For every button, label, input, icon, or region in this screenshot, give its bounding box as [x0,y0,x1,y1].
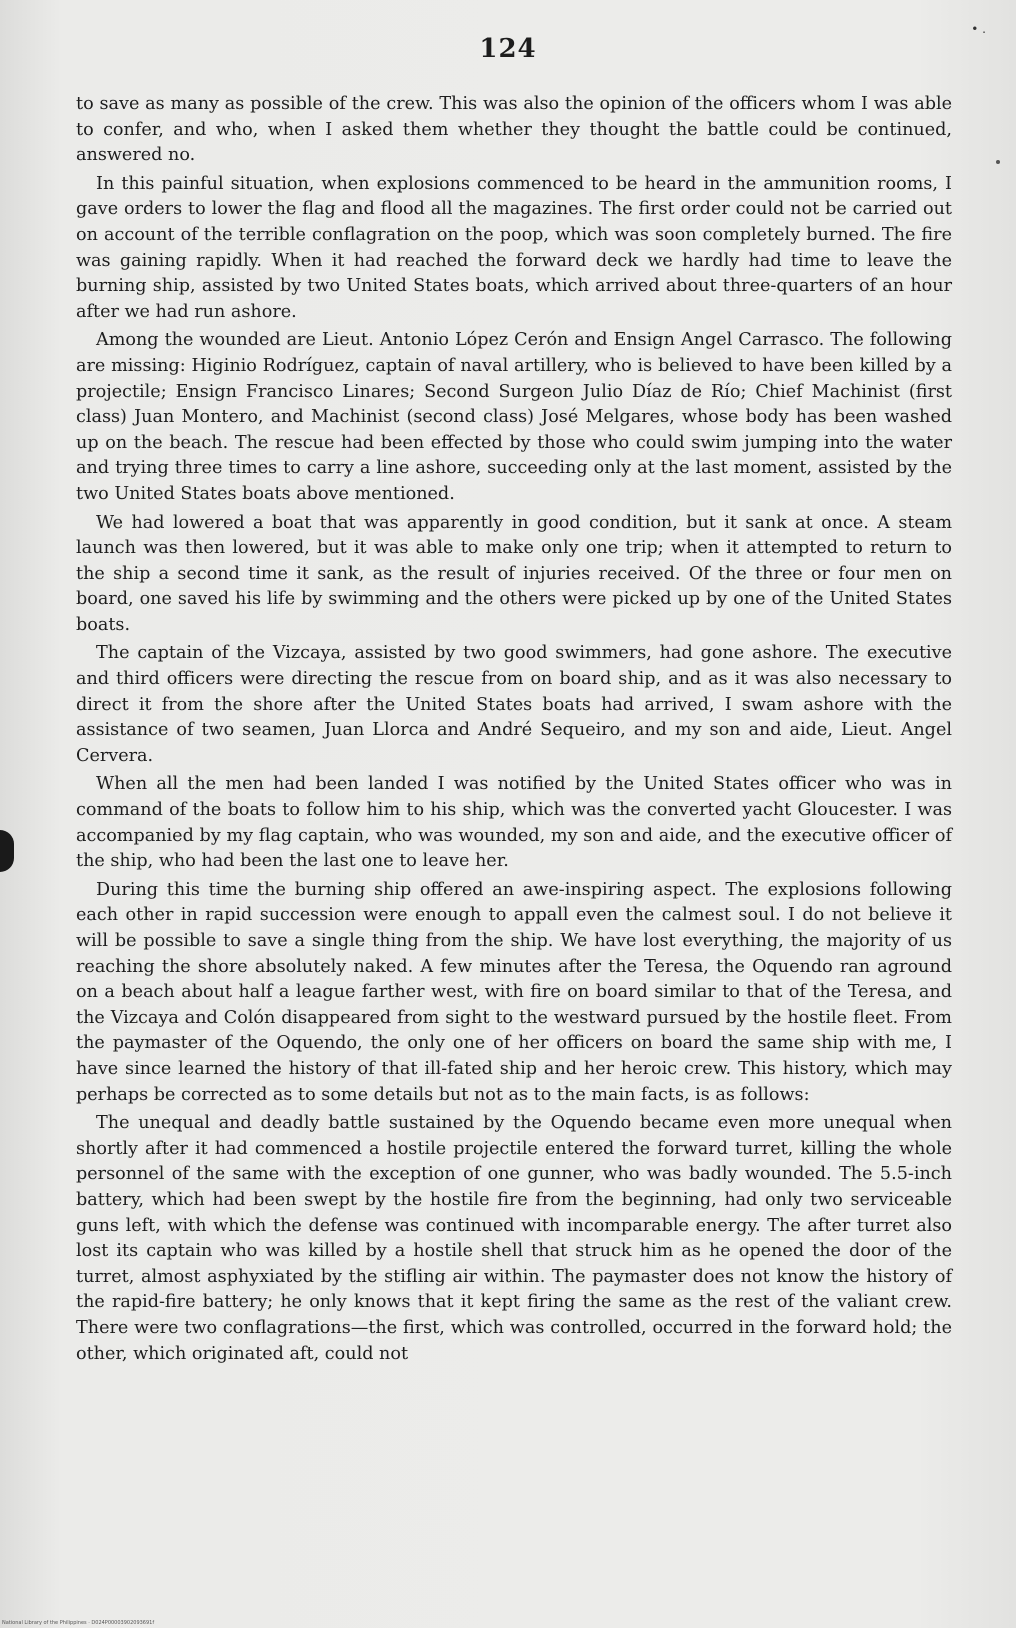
paragraph: The captain of the Vizcaya, assisted by two good swimmers, had gone ashore. The executive and third officers were directing the rescue from on board ship, and as it was also necessary to direct it from the shore after the United States boats had arrived, I swam ashore with the assistance of two seamen, Juan Llorca and André Sequeiro, and my son and aide, Lieut. Angel Cervera. [76,643,952,766]
paragraph: The unequal and deadly battle sustained by the Oquendo became even more unequal when shortly after it had commenced a hostile projectile entered the forward turret, killing the whole personnel of the same with the exception of one gunner, who was badly wounded. The 5.5-inch battery, which had been swept by the hostile fire from the beginning, had only two serviceable guns left, with which the defense was continued with incomparable energy. The after turret also lost its captain who was killed by a hostile shell that struck him as he opened the door of the turret, almost asphyxiated by the stifling air within. The paymaster does not know the history of the rapid-fire battery; he only knows that it kept firing the same as the rest of the valiant crew. There were two conflagrations—the first, which was controlled, occurred in the forward hold; the other, which originated aft, could not [76,1113,952,1364]
paragraph: In this painful situation, when explosions commenced to be heard in the ammunition rooms, I gave orders to lower the flag and flood all the magazines. The first order could not be carried out on account of the terrible conflagration on the poop, which was soon completely burned. The fire was gaining rapidly. When it had reached the forward deck we hardly had time to leave the burning ship, assisted by two United States boats, which arrived about three-quarters of an hour after we had run ashore. [76,173,952,322]
page-number: 124 [479,34,537,64]
edge-dot [996,160,1000,164]
binding-mark [0,830,14,872]
corner-mark: • . [971,22,986,36]
paragraph: During this time the burning ship offered an awe-inspiring aspect. The explosions following each other in rapid succession were enough to appall even the calmest soul. I do not believe it will be possible to save a single thing from the ship. We have lost everything, the majority of us reaching the shore absolutely naked. A few minutes after the Teresa, the Oquendo ran aground on a beach about half a league farther west, with fire on board similar to that of the Teresa, and the Vizcaya and Colón disappeared from sight to the westward pursued by the hostile fleet. From the paymaster of the Oquendo, the only one of her officers on board the same ship with me, I have since learned the history of that ill-fated ship and her heroic crew. This history, which may perhaps be corrected as to some details but not as to the main facts, is as follows: [76,879,952,1105]
paragraph: Among the wounded are Lieut. Antonio López Cerón and Ensign Angel Carrasco. The following are missing: Higinio Rodríguez, captain of naval artillery, who is believed to have been killed by a projectile; Ensign Francisco Linares; Second Surgeon Julio Díaz de Río; Chief Machinist (first class) Juan Montero, and Machinist (second class) José Melgares, whose body has been washed up on the beach. The rescue had been effected by those who could swim jumping into the water and trying three times to carry a line ashore, succeeding only at the last moment, assisted by the two United States boats above mentioned. [76,330,952,504]
body-text [76,92,952,1370]
paragraph: When all the men had been landed I was notified by the United States officer who was in command of the boats to follow him to his ship, which was the converted yacht Gloucester. I was accompanied by my flag captain, who was wounded, my son and aide, and the executive officer of the ship, who had been the last one to leave her. [76,774,952,872]
paragraph: We had lowered a boat that was apparently in good condition, but it sank at once. A steam launch was then lowered, but it was able to make only one trip; when it attempted to return to the ship a second time it sank, as the result of injuries received. Of the three or four men on board, one saved his life by swimming and the others were picked up by one of the United States boats. [76,512,952,635]
paragraph: to save as many as possible of the crew. This was also the opinion of the officers whom I was able to confer, and who, when I asked them whether they thought the battle could be continued, answered no. [76,94,952,166]
footer-note: National Library of the Philippines · D024P00003902093691f [2,1620,155,1626]
